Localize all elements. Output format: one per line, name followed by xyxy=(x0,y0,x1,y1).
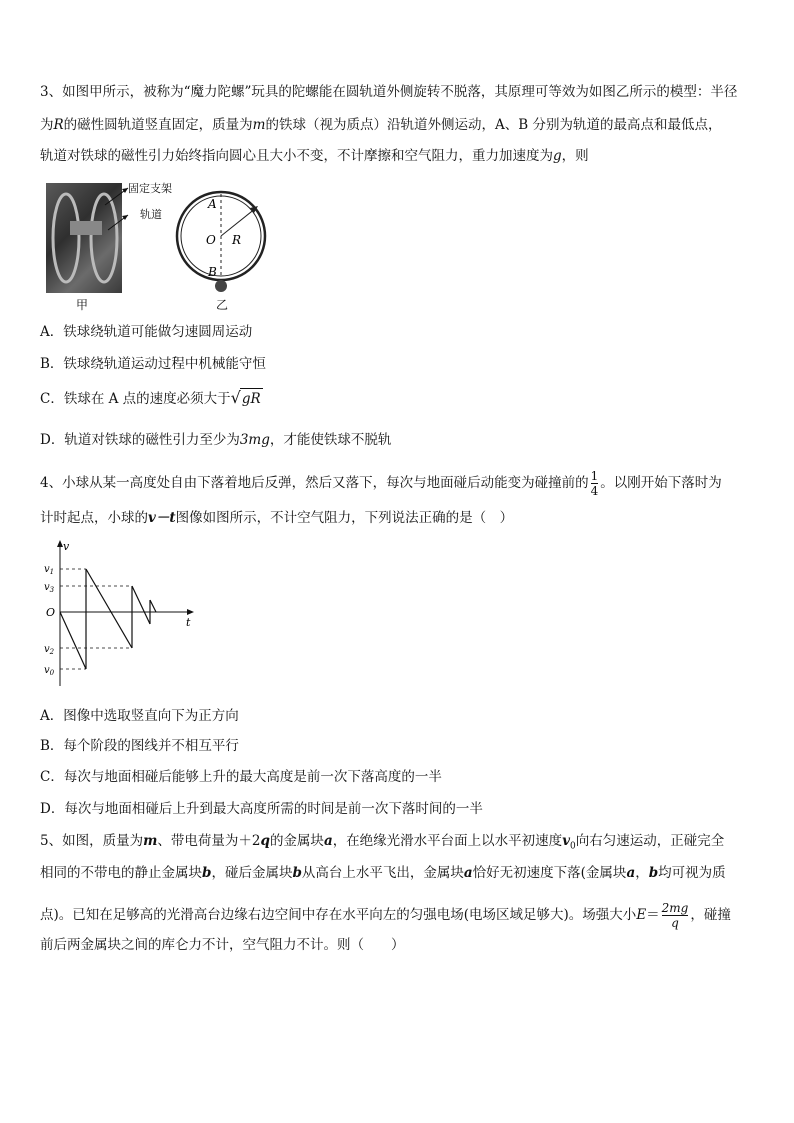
fraction-2mg-q: $\frac{2mg}{q}$ xyxy=(661,901,689,930)
q3-option-d xyxy=(40,430,391,450)
q3-option-a: A．铁球绕轨道可能做匀速圆周运动 xyxy=(40,324,253,340)
q4-text: 图像如图所示，不计空气阻力，下列说法正确的是（ ） xyxy=(175,510,514,526)
support-label: 固定支架 xyxy=(128,182,172,195)
vt-label: v－t xyxy=(148,510,176,526)
v2-label: $v_2$ xyxy=(44,644,55,656)
q3-line-3 xyxy=(40,146,760,166)
q4-text: 计时起点，小球的 xyxy=(40,510,148,526)
q4-option-d: D．每次与地面相碰后上升到最大高度所需的时间是前一次下落时间的一半 xyxy=(40,801,483,817)
var-R: R xyxy=(53,117,64,133)
q4-option-c: C．每次与地面相碰后能够上升的最大高度是前一次下落高度的一半 xyxy=(40,769,442,785)
radius-arrow xyxy=(221,208,256,236)
iron-ball xyxy=(215,280,227,292)
var-m: m xyxy=(252,117,266,133)
track-label: 轨道 xyxy=(140,208,162,221)
v1-label: $v_1$ xyxy=(44,564,55,576)
q3-text: 为 xyxy=(40,117,54,133)
q3-text: 的铁球（视为质点）沿轨道外侧运动，A、B 分别为轨道的最高点和最低点， xyxy=(265,117,722,133)
vt-graph xyxy=(40,538,210,693)
photo-caption: 甲 xyxy=(76,298,89,312)
q5-line-4: 前后两金属块之间的库仑力不计，空气阻力不计。则（ ） xyxy=(40,937,405,953)
q3-text: 轨道对铁球的磁性引力始终指向圆心且大小不变，不计摩擦和空气阻力，重力加速度为 xyxy=(40,148,553,164)
diagram-caption: 乙 xyxy=(216,298,229,312)
q3-option-d-text: ，才能使铁球不脱轨 xyxy=(269,432,392,448)
sqrt-sign: √ xyxy=(230,388,241,407)
v3-label: $v_3$ xyxy=(44,582,55,594)
origin-label: O xyxy=(46,606,56,619)
q3-line-1 xyxy=(40,82,760,102)
guide-lines xyxy=(60,569,132,669)
q4-line-1 xyxy=(40,470,760,497)
q3-text: 的磁性圆轨道竖直固定，质量为 xyxy=(63,117,253,133)
q4-text: 4、小球从某一高度处自由下落着地后反弹，然后又落下，每次与地面碰后动能变为碰撞前的 xyxy=(40,475,589,491)
q4-option-b: B．每个阶段的图线并不相互平行 xyxy=(40,738,239,754)
label-R: R xyxy=(232,233,242,247)
vt-curve xyxy=(60,569,156,669)
sqrt-gR: gR xyxy=(240,388,263,409)
q5-line-1: 5、如图，质量为m、带电荷量为＋2q的金属块a，在绝缘光滑水平台面上以水平初速度$v_0$向右匀速运动，正碰完全 xyxy=(40,833,725,852)
math-3mg: 3mg xyxy=(239,432,270,448)
v0-label: $v_0$ xyxy=(44,665,55,677)
fraction-1-4 xyxy=(591,470,599,497)
label-B: B xyxy=(208,265,217,279)
q3-text: ，则 xyxy=(561,148,589,164)
q3-text: 3、如图甲所示，被称为“魔力陀螺”玩具的陀螺能在圆轨道外侧旋转不脱落，其原理可等效为如图乙所示的模型：半径 xyxy=(40,84,738,100)
t-axis-label: t xyxy=(186,616,191,629)
q4-line-2 xyxy=(40,508,760,528)
v-axis-label: v xyxy=(63,540,70,553)
label-O: O xyxy=(206,233,216,247)
var-g: g xyxy=(553,148,562,164)
q3-option-b: B．铁球绕轨道运动过程中机械能守恒 xyxy=(40,356,266,372)
q5-line-3: 点)。已知在足够高的光滑高台边缘右边空间中存在水平向左的匀强电场(电场区域足够大)。场强大小E＝ $\frac{2mg}{q}$ ，碰撞 xyxy=(40,901,731,930)
label-A: A xyxy=(208,197,217,211)
t-axis-arrow xyxy=(187,609,194,615)
q4-text: 。以刚开始下落时为 xyxy=(600,475,722,491)
q3-option-d-text: D．轨道对铁球的磁性引力至少为 xyxy=(40,432,240,448)
q3-option-c-text: C．铁球在 A 点的速度必须大于 xyxy=(40,391,231,407)
circular-track-diagram xyxy=(172,186,272,298)
frac-den: 4 xyxy=(590,484,599,498)
q4-option-a: A．图像中选取竖直向下为正方向 xyxy=(40,708,239,724)
q5-line-2: 相同的不带电的静止金属块b，碰后金属块b从高台上水平飞出，金属块a恰好无初速度下落(金属块a，b均可视为质 xyxy=(40,865,726,881)
q3-option-c xyxy=(40,388,263,409)
q3-line-2 xyxy=(40,115,760,135)
frac-num: 1 xyxy=(590,469,599,483)
